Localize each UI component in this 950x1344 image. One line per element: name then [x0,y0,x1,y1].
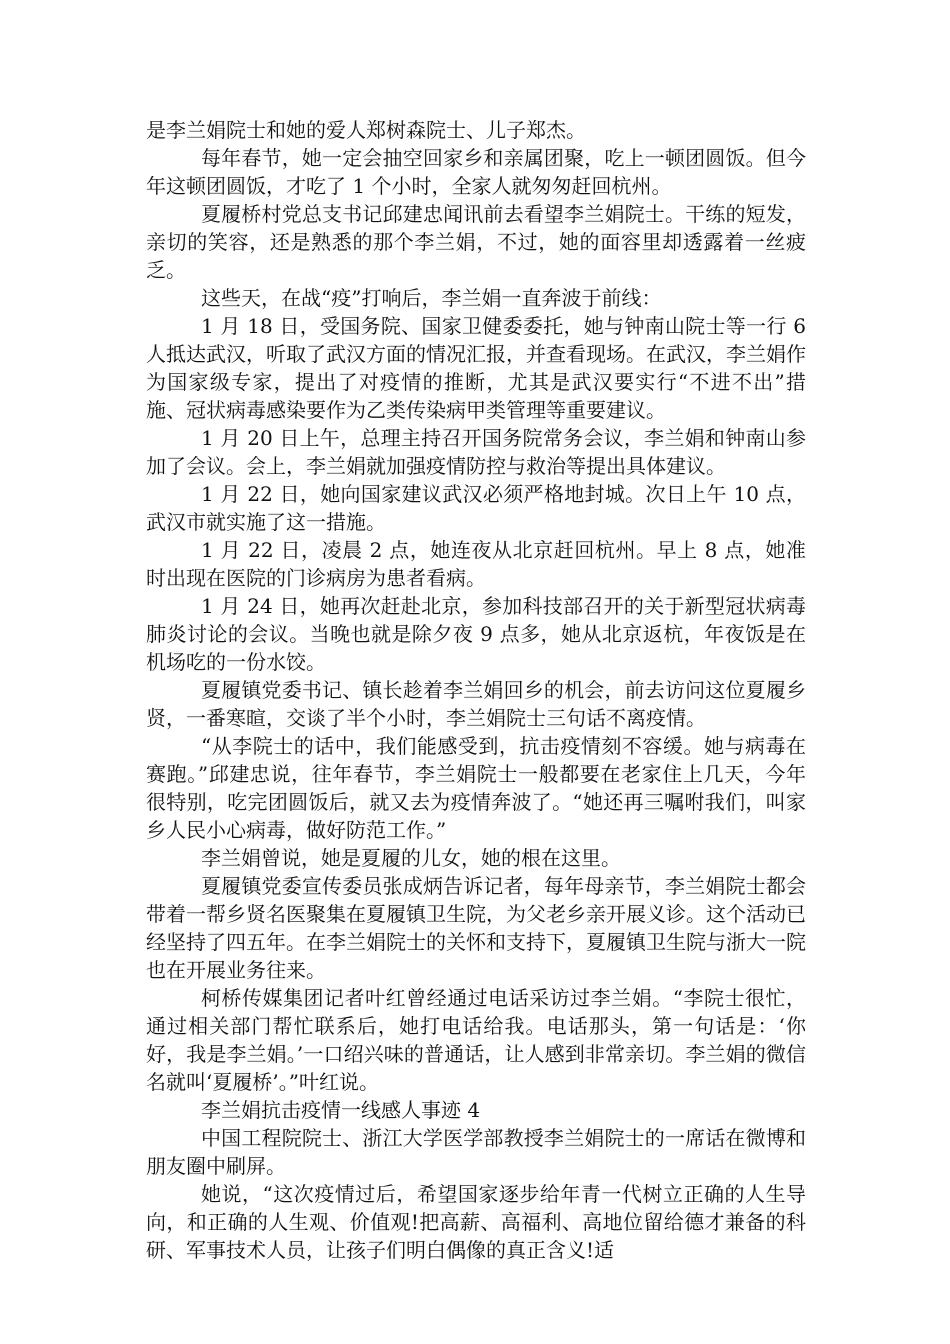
paragraph-10: 夏履镇党委书记、镇长趁着李兰娟回乡的机会，前去访问这位夏履乡贤，一番寒暄，交谈了半个小时，李兰娟院士三句话不离疫情。 [146,678,806,730]
paragraph-1: 是李兰娟院士和她的爱人郑树森院士、儿子郑杰。 [146,118,586,142]
paragraph-4: 这些天，在战“疫”打响后，李兰娟一直奔波于前线： [201,286,662,310]
paragraph-8: 1 月 22 日，凌晨 2 点，她连夜从北京赶回杭州。早上 8 点，她准时出现在医院的门诊病房为患者看病。 [146,538,806,590]
paragraph-13: 夏履镇党委宣传委员张成炳告诉记者，每年母亲节，李兰娟院士都会带着一帮乡贤名医聚集在夏履镇卫生院，为父老乡亲开展义诊。这个活动已经坚持了四五年。在李兰娟院士的关怀和支持下，夏履镇卫生院与浙大一院也在开展业务往来。 [146,874,806,982]
paragraph-11: “从李院士的话中，我们能感受到，抗击疫情刻不容缓。她与病毒在赛跑。”邱建忠说，往年春节，李兰娟院士一般都要在老家住上几天，今年很特别，吃完团圆饭后，就又去为疫情奔波了。“她还再三嘱咐我们，叫家乡人民小心病毒，做好防范工作。” [146,734,806,842]
paragraph-6: 1 月 20 日上午，总理主持召开国务院常务会议，李兰娟和钟南山参加了会议。会上，李兰娟就加强疫情防控与救治等提出具体建议。 [146,426,806,478]
paragraph-5: 1 月 18 日，受国务院、国家卫健委委托，她与钟南山院士等一行 6 人抵达武汉，听取了武汉方面的情况汇报，并查看现场。在武汉，李兰娟作为国家级专家，提出了对疫情的推断，尤其是武汉要实行“不进不出”措施、冠状病毒感染要作为乙类传染病甲类管理等重要建议。 [146,314,806,422]
paragraph-14: 柯桥传媒集团记者叶红曾经通过电话采访过李兰娟。“李院士很忙，通过相关部门帮忙联系后，她打电话给我。电话那头，第一句话是：‘你好，我是李兰娟。’一口绍兴味的普通话，让人感到非常亲切。李兰娟的微信名就叫‘夏履桥’。”叶红说。 [146,986,806,1094]
paragraph-3: 夏履桥村党总支书记邱建忠闻讯前去看望李兰娟院士。干练的短发，亲切的笑容，还是熟悉的那个李兰娟，不过，她的面容里却透露着一丝疲乏。 [146,202,806,282]
section-heading: 李兰娟抗击疫情一线感人事迹 4 [201,1098,481,1122]
paragraph-16: 中国工程院院士、浙江大学医学部教授李兰娟院士的一席话在微博和朋友圈中刷屏。 [146,1126,806,1178]
paragraph-12: 李兰娟曾说，她是夏履的儿女，她的根在这里。 [201,846,621,870]
document-page [146,116,806,1264]
paragraph-2: 每年春节，她一定会抽空回家乡和亲属团聚，吃上一顿团圆饭。但今年这顿团圆饭，才吃了 1 个小时，全家人就匆匆赶回杭州。 [146,146,806,198]
paragraph-17: 她说，“这次疫情过后，希望国家逐步给年青一代树立正确的人生导向，和正确的人生观、价值观!把高薪、高福利、高地位留给德才兼备的科研、军事技术人员，让孩子们明白偶像的真正含义!适 [146,1182,806,1262]
paragraph-7: 1 月 22 日，她向国家建议武汉必须严格地封城。次日上午 10 点，武汉市就实施了这一措施。 [146,482,806,534]
paragraph-9: 1 月 24 日，她再次赶赴北京，参加科技部召开的关于新型冠状病毒肺炎讨论的会议。当晚也就是除夕夜 9 点多，她从北京返杭，年夜饭是在机场吃的一份水饺。 [146,594,806,674]
